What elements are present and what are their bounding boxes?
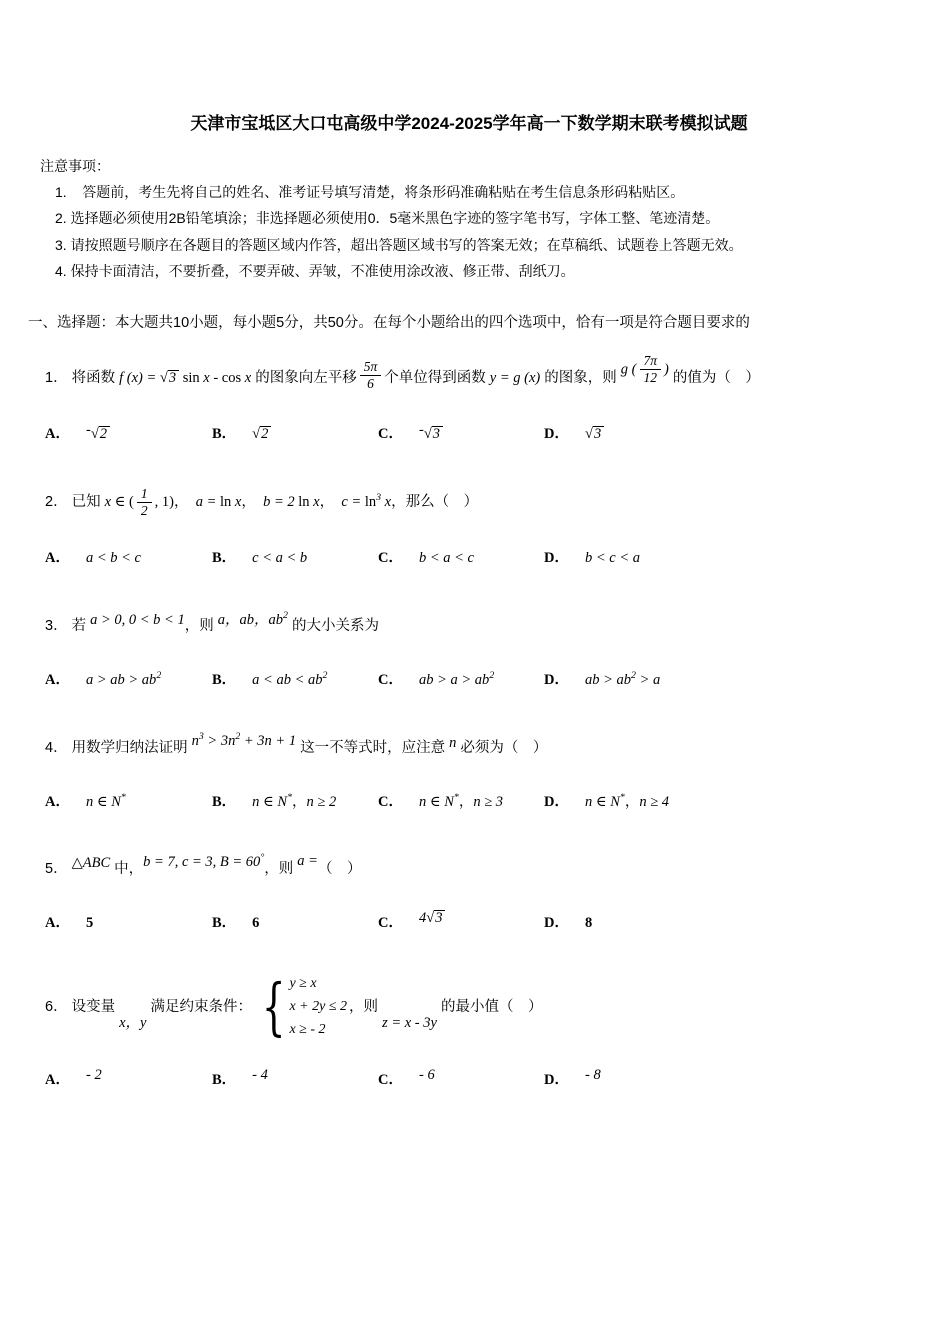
option-value xyxy=(419,550,474,566)
superscript: * xyxy=(453,791,459,803)
math-italic: x xyxy=(234,494,242,511)
math-italic: a < ab < ab xyxy=(252,671,323,688)
constraint-rows xyxy=(289,972,347,1041)
option-label: B． xyxy=(212,1072,237,1089)
text: 满足约束条件： xyxy=(146,998,253,1015)
options-row xyxy=(45,790,910,811)
math-italic: - 8 xyxy=(584,1067,601,1084)
math-italic: b < a < c xyxy=(418,549,474,566)
constraint-row: x + 2y ≤ 2 xyxy=(289,999,348,1015)
fraction xyxy=(640,353,662,386)
option xyxy=(212,790,378,811)
text: 已知 xyxy=(71,494,105,511)
text: 用数学归纳法证明 xyxy=(71,739,192,756)
option-label: C． xyxy=(378,426,403,443)
superscript: 2 xyxy=(631,669,636,681)
math-bold: 8 xyxy=(584,915,593,932)
question-stem xyxy=(45,970,910,1044)
math-italic: n ∈ N xyxy=(418,793,454,810)
math-roman: ln xyxy=(364,494,377,511)
option-value xyxy=(418,669,495,688)
numerator: 5π xyxy=(363,358,378,374)
text: ， xyxy=(292,793,307,810)
option-label: D． xyxy=(544,426,569,443)
options-row xyxy=(45,422,910,443)
math-italic: x xyxy=(104,494,112,511)
option xyxy=(45,911,212,932)
radical-sign: √ xyxy=(426,910,435,927)
sqrt-radical xyxy=(91,426,110,443)
text: ， xyxy=(624,793,640,810)
option xyxy=(45,546,212,567)
question-stem xyxy=(45,607,910,641)
question-number: 2． xyxy=(45,494,68,511)
paper-title: 天津市宝坻区大口屯高级中学2024-2025学年高一下数学期末联考模拟试题 xyxy=(190,114,748,134)
text: ，则 xyxy=(184,617,218,634)
numerator: 7π xyxy=(643,352,658,368)
option-label: A． xyxy=(45,1072,70,1089)
option xyxy=(45,668,212,689)
math-italic: - xyxy=(85,422,91,439)
math-italic: n xyxy=(449,734,457,751)
option-label: A． xyxy=(45,915,70,932)
option-value xyxy=(418,422,443,443)
sqrt-radical xyxy=(424,426,443,443)
option-value xyxy=(252,791,337,810)
option-value xyxy=(86,915,93,931)
math-italic: n ∈ N xyxy=(584,793,620,810)
math-italic: a > 0, 0 < b < 1 xyxy=(90,611,185,628)
superscript: * xyxy=(619,791,625,803)
text: ， xyxy=(241,494,264,511)
option-label: D． xyxy=(544,671,569,688)
sqrt-radical xyxy=(426,910,445,927)
notice-header: 注意事项： xyxy=(40,157,110,174)
option-value xyxy=(584,1067,601,1088)
section-header: 一、选择题：本大题共10小题，每小题5分，共50分。在每个小题给出的四个选项中，恰有一项是符合题目要求的 xyxy=(28,314,750,331)
question-text xyxy=(71,970,543,1044)
text: 设变量 xyxy=(71,998,120,1015)
options-row xyxy=(45,668,910,689)
text: 的图象，则 xyxy=(540,370,621,387)
question-number: 1． xyxy=(45,370,68,387)
question-number: 3． xyxy=(45,617,68,634)
text: 个单位得到函数 xyxy=(384,370,490,387)
option-value xyxy=(252,915,259,931)
question-text xyxy=(71,730,548,756)
math-italic: n ∈ N xyxy=(85,793,121,810)
constraint-system xyxy=(254,970,348,1044)
math-italic: 4 xyxy=(418,910,427,927)
superscript: 3 xyxy=(376,492,382,504)
notice-section xyxy=(40,153,910,285)
radical-sign: √ xyxy=(90,426,99,443)
option-label: A． xyxy=(45,793,70,810)
option xyxy=(212,422,378,443)
math-italic: x，y xyxy=(119,1014,147,1031)
math-italic: > a xyxy=(635,671,661,688)
math-roman: ∈ ( xyxy=(111,494,134,511)
math-italic: b = 7, c = 3, B = 60 xyxy=(143,853,261,870)
text: 必须为（ ） xyxy=(456,739,548,756)
math-italic: ) xyxy=(664,361,669,378)
notice-item: 3. 请按照题号顺序在各题目的答题区域内作答，超出答题区域书写的答案无效；在草稿纸、试题卷上答题无效。 xyxy=(55,236,743,253)
text: （ ） xyxy=(317,861,362,878)
option xyxy=(212,546,378,567)
math-italic: x xyxy=(203,370,210,387)
option xyxy=(378,790,544,811)
option-value xyxy=(584,669,661,688)
option-label: D． xyxy=(544,915,569,932)
option xyxy=(378,422,544,443)
question-text xyxy=(71,851,362,878)
text: 中， xyxy=(110,861,144,878)
radicand: 3 xyxy=(593,426,604,443)
option-value xyxy=(86,550,141,566)
math-italic: n ∈ N xyxy=(252,793,288,810)
sqrt-radical xyxy=(160,363,179,393)
math-italic: n ≥ 3 xyxy=(473,793,504,810)
superscript: 2 xyxy=(235,730,241,742)
math-group xyxy=(419,910,445,927)
denominator: 6 xyxy=(360,375,382,392)
math-italic: - xyxy=(418,422,424,439)
text: 的图象向左平移 xyxy=(251,370,357,387)
math-italic: n xyxy=(191,732,199,749)
question-number: 4． xyxy=(45,739,68,756)
option-value xyxy=(585,426,604,442)
option-label: C． xyxy=(378,671,403,688)
question xyxy=(45,483,910,567)
option-value xyxy=(85,422,110,443)
option-label: B． xyxy=(212,915,237,932)
option xyxy=(378,1068,544,1089)
option-label: B． xyxy=(212,549,237,566)
math-roman: , 1) xyxy=(154,494,174,511)
superscript: 2 xyxy=(156,669,162,681)
question-text xyxy=(71,609,379,634)
math-italic: x xyxy=(244,370,252,387)
text: 的值为（ ） xyxy=(668,370,760,387)
radicand: 2 xyxy=(99,426,110,443)
math-italic: a < b < c xyxy=(85,549,141,566)
superscript: 2 xyxy=(489,669,495,681)
radical-sign: √ xyxy=(584,426,593,443)
options-row xyxy=(45,546,910,567)
option-value xyxy=(85,669,162,688)
math-bold: 6 xyxy=(252,915,260,932)
text: 将函数 xyxy=(71,370,120,387)
option xyxy=(544,422,910,443)
left-brace: { xyxy=(261,970,286,1044)
fraction xyxy=(360,359,382,392)
option-label: C． xyxy=(378,793,403,810)
math-italic: c = xyxy=(341,494,365,511)
math-italic: > 3n xyxy=(203,732,236,749)
option xyxy=(544,1068,910,1089)
option-label: C． xyxy=(378,915,403,932)
math-italic: - 4 xyxy=(252,1067,268,1084)
option-label: C． xyxy=(378,549,403,566)
option xyxy=(378,546,544,567)
question-number: 5． xyxy=(45,861,68,878)
option xyxy=(212,668,378,689)
fraction xyxy=(137,486,152,519)
math-italic: z = x - 3y xyxy=(382,1014,437,1031)
option xyxy=(544,911,910,932)
radicand: 3 xyxy=(432,426,443,443)
sqrt-radical xyxy=(252,426,271,443)
math-italic: a = xyxy=(195,494,220,511)
option-value xyxy=(585,550,640,566)
math-italic: g ( xyxy=(620,361,637,378)
option xyxy=(544,546,910,567)
option xyxy=(45,790,212,811)
option xyxy=(45,1068,212,1089)
question xyxy=(45,851,910,933)
text: ， xyxy=(458,793,474,810)
option xyxy=(212,1068,378,1089)
math-italic: + 3n + 1 xyxy=(240,732,297,749)
radical-sign: √ xyxy=(159,370,168,387)
text: 若 xyxy=(71,617,91,634)
math-group xyxy=(143,843,264,877)
option-label: D． xyxy=(544,1072,569,1089)
notice-item: 2. 选择题必须使用2B铅笔填涂；非选择题必须使用0．5毫米黑色字迹的签字笔书写，字体工整、笔迹清楚。 xyxy=(55,210,720,227)
superscript: 2 xyxy=(283,609,288,621)
radical-sign: √ xyxy=(252,426,261,443)
option-value xyxy=(252,550,307,566)
question-stem xyxy=(45,483,910,519)
text: 这一不等式时，应注意 xyxy=(296,739,450,756)
text: 的最小值（ ） xyxy=(436,998,543,1015)
notice-item: 1. 答题前，考生先将自己的姓名、准考证号填写清楚，将条形码准确粘贴在考生信息条形码粘贴区。 xyxy=(55,183,685,200)
math-italic: x xyxy=(313,494,320,511)
text: ，那么（ ） xyxy=(391,494,479,511)
math-italic: a = xyxy=(297,853,318,870)
option-value xyxy=(418,1067,435,1088)
option-value xyxy=(418,910,445,931)
math-bold: 5 xyxy=(85,915,94,932)
notice-items xyxy=(55,179,910,285)
question xyxy=(45,607,910,689)
math-roman: ln xyxy=(298,494,314,511)
option xyxy=(544,668,910,689)
superscript: * xyxy=(287,791,292,803)
math-italic: - 6 xyxy=(418,1067,435,1084)
superscript: ° xyxy=(260,851,265,863)
math-roman: sin xyxy=(179,370,204,387)
text: ， xyxy=(319,494,342,511)
option xyxy=(378,911,544,932)
math-italic: b = 2 xyxy=(263,494,299,511)
option-label: A． xyxy=(45,426,70,443)
math-group xyxy=(621,353,669,386)
options-row xyxy=(45,911,910,932)
question-text xyxy=(71,485,479,518)
text: ，则 xyxy=(264,861,298,878)
option xyxy=(212,911,378,932)
option-label: D． xyxy=(544,793,569,810)
option-value xyxy=(418,791,504,810)
sqrt-radical xyxy=(585,426,604,443)
math-italic: n ≥ 2 xyxy=(306,793,337,810)
question xyxy=(45,729,910,811)
options-row xyxy=(45,1068,910,1089)
constraint-row: y ≥ x xyxy=(289,976,317,992)
math-italic: a > ab > ab xyxy=(85,671,157,688)
option-value xyxy=(252,426,271,442)
denominator: 12 xyxy=(640,369,662,386)
option-label: B． xyxy=(212,426,237,443)
option-label: B． xyxy=(212,793,237,810)
notice-item: 4. 保持卡面清洁，不要折叠，不要弄破、弄皱，不准使用涂改液、修正带、刮纸刀。 xyxy=(55,263,575,280)
math-italic: b < c < a xyxy=(584,549,640,566)
math-italic: a，ab，ab xyxy=(217,611,283,628)
math-roman: ln xyxy=(220,494,235,511)
option-label: A． xyxy=(45,671,70,688)
option-label: B． xyxy=(212,671,237,688)
math-italic: c < a < b xyxy=(252,549,308,566)
math-italic: f (x) = xyxy=(119,370,160,387)
superscript: 3 xyxy=(198,730,204,742)
question xyxy=(45,972,910,1089)
math-italic: x xyxy=(381,494,392,511)
math-italic: y = g (x) xyxy=(489,370,541,387)
option xyxy=(378,668,544,689)
option-label: D． xyxy=(544,549,569,566)
math-italic: n ≥ 4 xyxy=(639,793,670,810)
radicand: 2 xyxy=(260,426,271,443)
option xyxy=(544,790,910,811)
math-italic: ab > a > ab xyxy=(418,671,490,688)
question-number: 6． xyxy=(45,998,68,1015)
option-value xyxy=(85,791,126,810)
radicand: 3 xyxy=(168,370,179,387)
math-italic: ab > ab xyxy=(584,671,632,688)
superscript: * xyxy=(120,791,126,803)
question-stem xyxy=(45,851,910,885)
option-label: A． xyxy=(45,549,70,566)
numerator: 1 xyxy=(140,485,148,501)
radical-sign: √ xyxy=(423,426,432,443)
math-roman: - cos xyxy=(209,370,245,387)
option-label: C． xyxy=(378,1072,403,1089)
option-value xyxy=(584,791,670,810)
superscript: 2 xyxy=(322,669,328,681)
denominator: 2 xyxy=(137,502,152,519)
text: 的大小关系为 xyxy=(287,617,379,634)
text: ，则 xyxy=(349,998,383,1015)
option-value xyxy=(252,1067,268,1088)
option-value xyxy=(85,1067,102,1088)
option-value xyxy=(585,915,592,931)
radicand: 3 xyxy=(434,910,445,927)
math-italic: △ABC xyxy=(71,855,111,872)
math-group xyxy=(192,722,296,756)
math-group xyxy=(218,601,288,635)
option-value xyxy=(252,669,328,688)
constraint-row: x ≥ - 2 xyxy=(289,1022,326,1038)
option xyxy=(45,422,212,443)
text: ， xyxy=(173,494,196,511)
math-italic: - 2 xyxy=(85,1067,102,1084)
question-stem xyxy=(45,729,910,763)
